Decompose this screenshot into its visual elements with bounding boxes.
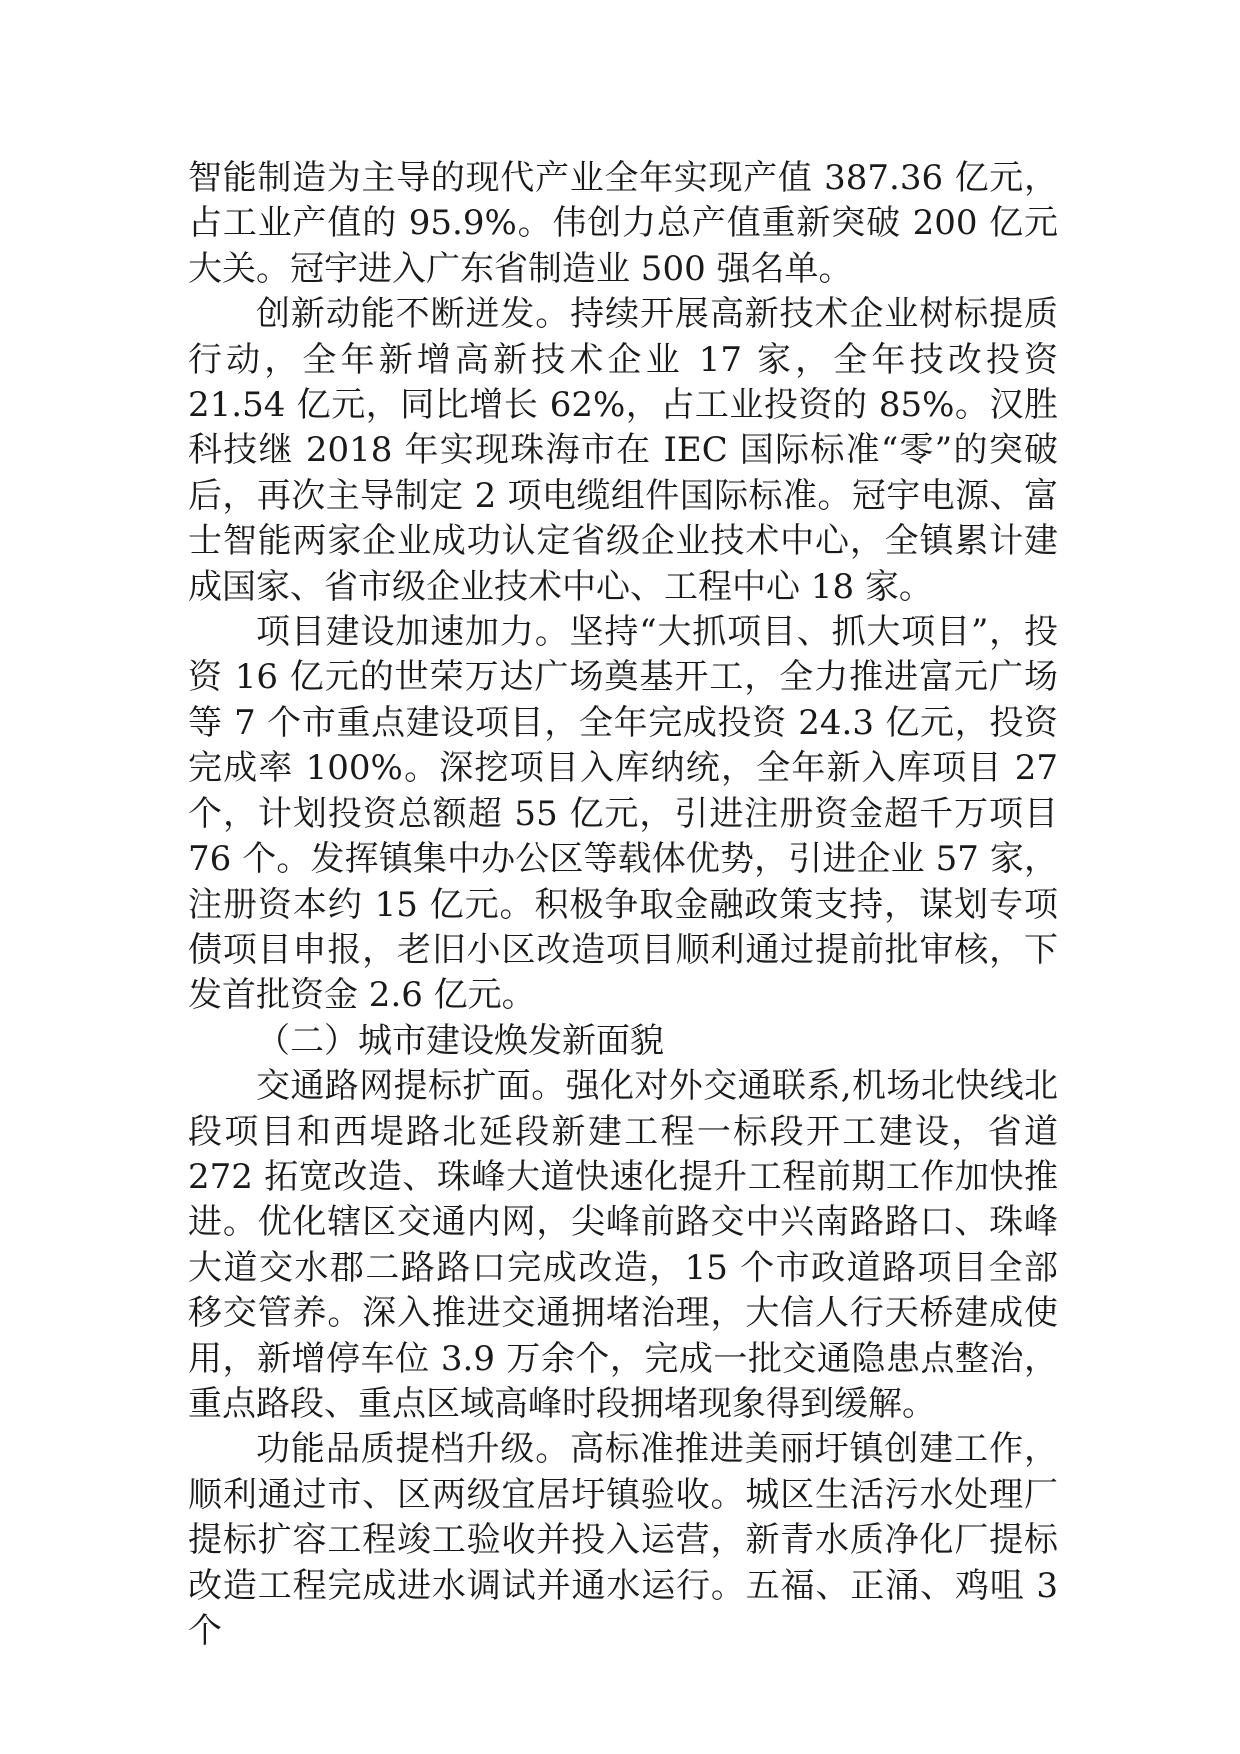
paragraph-function-quality: 功能品质提档升级。高标准推进美丽圩镇创建工作，顺利通过市、区两级宜居圩镇验收。城区生活污水处理厂提标扩容工程竣工验收并投入运营，新青水质净化厂提标改造工程完成进水调试并通水运行。五福、正涌、鸡咀 3 个	[188, 1429, 1058, 1651]
paragraph-project-construction: 项目建设加速加力。坚持“大抓项目、抓大项目”，投资 16 亿元的世荣万达广场奠基开工，全力推进富元广场等 7 个市重点建设项目，全年完成投资 24.3 亿元，投资完成率 100%。深挖项目入库纳统，全年新入库项目 27 个，计划投资总额超 55 亿元，引进注册资金超千万项目 76 个。发挥镇集中办公区等载体优势，引进企业 57 家，注册资本约 15 亿元。积极争取金融政策支持，谋划专项债项目申报，老旧小区改造项目顺利通过提前批审核，下发首批资金 2.6 亿元。	[188, 612, 1058, 1016]
document-body	[188, 156, 1058, 1654]
paragraph-industry-output: 智能制造为主导的现代产业全年实现产值 387.36 亿元，占工业产值的 95.9%。伟创力总产值重新突破 200 亿元大关。冠宇进入广东省制造业 500 强名单。	[188, 158, 1058, 289]
section-heading-urban-construction: （二）城市建设焕发新面貌	[256, 1020, 664, 1061]
paragraph-innovation: 创新动能不断迸发。持续开展高新技术企业树标提质行动，全年新增高新技术企业 17 家，全年技改投资 21.54 亿元，同比增长 62%，占工业投资的 85%。汉胜科技继 2018 年实现珠海市在 IEC 国际标准“零”的突破后，再次主导制定 2 项电缆组件国际标准。冠宇电源、富士智能两家企业成功认定省级企业技术中心，全镇累计建成国家、省市级企业技术中心、工程中心 18 家。	[188, 294, 1058, 607]
paragraph-transport-network: 交通路网提标扩面。强化对外交通联系,机场北快线北段项目和西堤路北延段新建工程一标段开工建设，省道 272 拓宽改造、珠峰大道快速化提升工程前期工作加快推进。优化辖区交通内网，尖峰前路交中兴南路路口、珠峰大道交水郡二路路口完成改造，15 个市政道路项目全部移交管养。深入推进交通拥堵治理，大信人行天桥建成使用，新增停车位 3.9 万余个，完成一批交通隐患点整治，重点路段、重点区域高峰时段拥堵现象得到缓解。	[188, 1066, 1058, 1424]
